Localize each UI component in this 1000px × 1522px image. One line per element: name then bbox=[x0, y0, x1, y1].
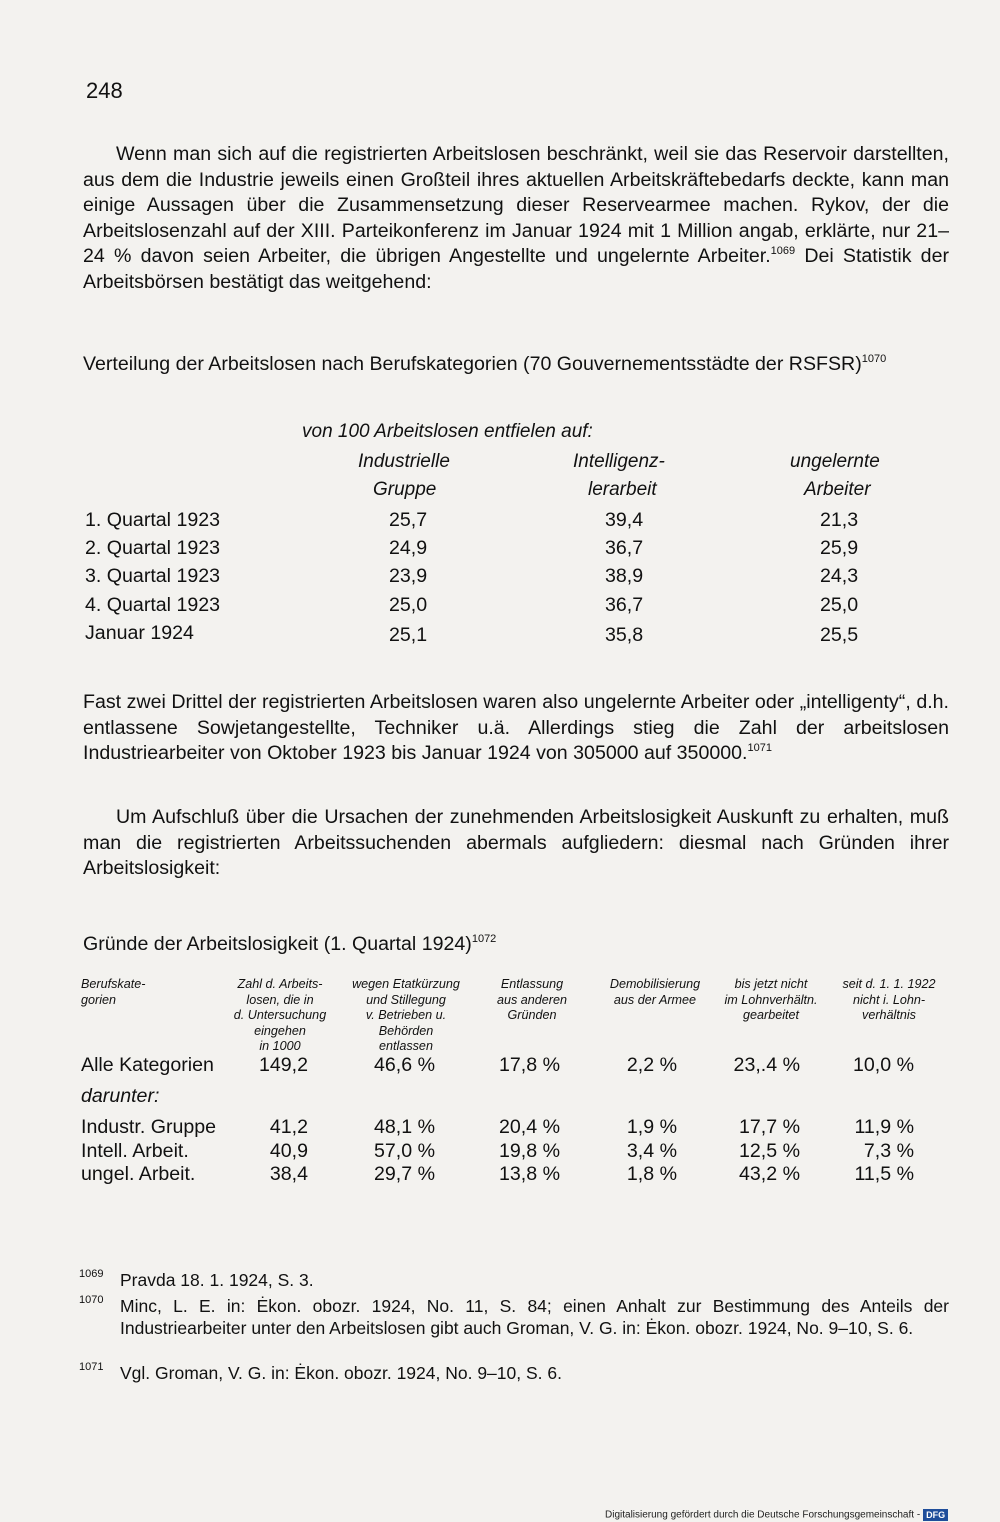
footnote-ref-1071[interactable]: 1071 bbox=[747, 742, 772, 755]
footnote-text: Pravda 18. 1. 1924, S. 3. bbox=[120, 1270, 314, 1290]
table1-col1-l2: Gruppe bbox=[373, 479, 437, 500]
table2-subgroup-label: darunter: bbox=[81, 1085, 160, 1107]
table2-caption: Gründe der Arbeitslosigkeit (1. Quartal 1924)$^{1072}$ bbox=[83, 933, 497, 955]
table2-header-1: Berufskate- gorien bbox=[81, 977, 146, 1007]
table1-subtitle: von 100 Arbeitslosen entfielen auf: bbox=[302, 421, 593, 442]
footnote-number: 1070 bbox=[79, 1294, 104, 1306]
table1-col2-l2: lerarbeit bbox=[588, 479, 657, 500]
footnote bbox=[79, 1268, 949, 1291]
paragraph-2: Fast zwei Drittel der registrierten Arbeitslosen waren also ungelernte Arbeiter oder „intelligenty“, d.h. entlassene Sowjetangestellte, Techniker u.ä. Allerdings stieg die Zahl der arbeitslosen Industriearbeiter von Oktober 1923 bis Januar 1924 von 305000 auf 350000.$^{1071}$ bbox=[83, 691, 949, 765]
digitization-credit: Digitalisierung gefördert durch die Deutsche Forschungsgemeinschaft - DFG bbox=[605, 1509, 948, 1521]
table2-header-5: Demobilisierung aus der Armee bbox=[609, 977, 701, 1007]
footnote-ref-1069[interactable]: 1069 bbox=[770, 245, 796, 258]
intro-text: Wenn man sich auf die registrierten Arbeitslosen beschränkt, weil sie das Reservoir darstellten, aus dem die Industrie jeweils einen Großteil ihres aktuellen Arbeitskräftebedarfs deckte, kann man einige Aussagen über die Zusammensetzung dieser Reservearmee machen. Rykov, der die Arbeitslosenzahl auf der XIII. Parteikonferenz im Januar 1924 mit 1 Million angab, erklärte, nur 21–24 % davon seien Arbeiter, die übrigen Angestellte und ungelernte Arbeiter. bbox=[83, 143, 949, 268]
footnote bbox=[79, 1294, 949, 1339]
table1-col3-l2: Arbeiter bbox=[804, 479, 871, 500]
footnote-number: 1069 bbox=[79, 1268, 104, 1280]
footnote bbox=[79, 1361, 949, 1384]
dfg-logo: DFG bbox=[923, 1509, 948, 1521]
footnote-text: Minc, L. E. in: Ėkon. obozr. 1924, No. 11, S. 84; einen Anhalt zur Bestimmung des Anteils der Industriearbeiter unter den Arbeitslosen gibt auch Groman, V. G. in: Ėkon. obozr. 1924, No. 9–10, S. 6. bbox=[120, 1296, 949, 1338]
footnote-number: 1071 bbox=[79, 1361, 104, 1373]
table2-header-4: Entlassung aus anderen Gründen bbox=[496, 977, 568, 1022]
table2-header-3: wegen Etatkürzung und Stillegung v. Betrieben u. Behörden entlassen bbox=[352, 977, 460, 1053]
footnote-ref-1070[interactable]: 1070 bbox=[861, 353, 887, 365]
intro-paragraph bbox=[83, 142, 949, 296]
table2-header-2: Zahl d. Arbeits- losen, die in d. Untersuchung eingehen in 1000 bbox=[233, 977, 327, 1053]
page-number: 248 bbox=[86, 78, 123, 103]
table2-header-7: seit d. 1. 1. 1922 nicht i. Lohn- verhältnis bbox=[842, 977, 936, 1022]
footnote-text: Vgl. Groman, V. G. in: Ėkon. obozr. 1924, No. 9–10, S. 6. bbox=[120, 1363, 562, 1383]
paragraph-3: Um Aufschluß über die Ursachen der zunehmenden Arbeitslosigkeit Auskunft zu erhalten, muß man die registrierten Arbeitssuchenden abermals aufgliedern: diesmal nach Gründen ihrer Arbeitslosigkeit: bbox=[83, 806, 949, 880]
intro-text-2: Dei Statistik der Arbeitsbörsen bestätigt das weitgehend: bbox=[83, 245, 949, 293]
table2-header-6: bis jetzt nicht im Lohnverhältn. gearbeitet bbox=[724, 977, 818, 1022]
table1-col2-l1: Intelligenz- bbox=[573, 451, 665, 472]
table1-caption: Verteilung der Arbeitslosen nach Berufskategorien (70 Gouvernementsstädte der RSFSR)$^{1070}$ bbox=[83, 353, 887, 375]
table1-col1-l1: Industrielle bbox=[358, 451, 450, 472]
footnote-ref-1072[interactable]: 1072 bbox=[471, 933, 497, 945]
table1-col3-l1: ungelernte bbox=[790, 451, 880, 472]
